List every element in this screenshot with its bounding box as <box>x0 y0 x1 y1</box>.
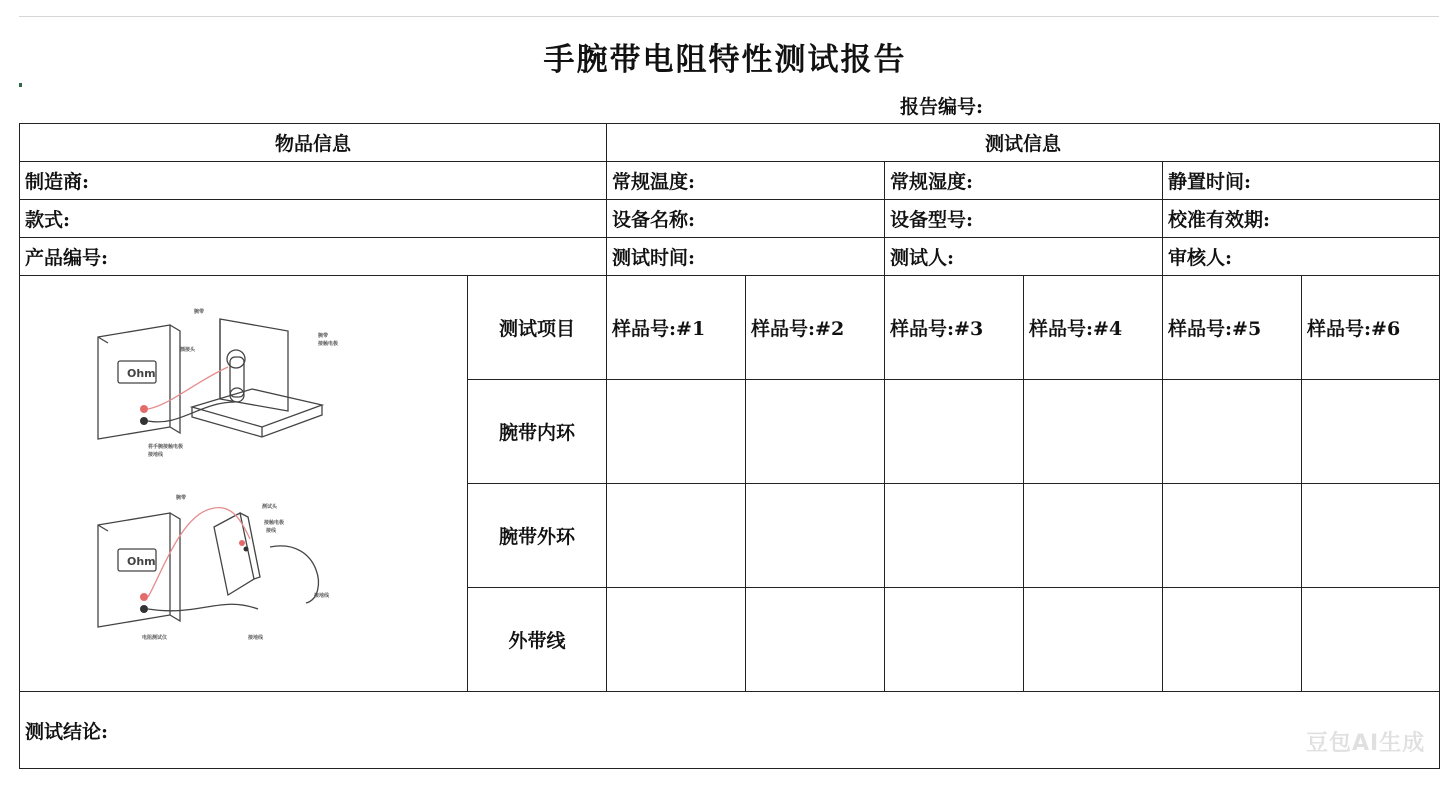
cell-outer-4[interactable] <box>1024 484 1163 588</box>
cell-cord-6[interactable] <box>1302 588 1440 692</box>
label-2-3: 接线 <box>266 527 277 534</box>
field-model-style[interactable]: 款式: <box>20 200 607 238</box>
cell-outer-6[interactable] <box>1302 484 1440 588</box>
report-number <box>900 92 1043 119</box>
black-terminal-2 <box>140 605 148 613</box>
field-calibration-valid[interactable]: 校准有效期: <box>1163 200 1440 238</box>
cell-inner-4[interactable] <box>1024 380 1163 484</box>
field-product-no[interactable]: 产品编号: <box>20 238 607 276</box>
red-terminal-1 <box>140 405 148 413</box>
label-1-1: 插接头 <box>180 346 196 353</box>
section-item-info: 物品信息 <box>20 124 607 162</box>
label-2-5: 电阻测试仪 <box>142 634 168 641</box>
top-divider <box>19 16 1439 17</box>
corner-mark <box>19 83 22 87</box>
header-sample-3: 样品号:#3 <box>885 276 1024 380</box>
field-reviewer[interactable]: 审核人: <box>1163 238 1440 276</box>
watermark: 豆包AI生成 <box>1306 731 1426 756</box>
field-device-model[interactable]: 设备型号: <box>885 200 1163 238</box>
field-manufacturer[interactable]: 制造商: <box>20 162 607 200</box>
label-1-2: 腕带 <box>318 332 329 339</box>
cell-inner-2[interactable] <box>746 380 885 484</box>
page-title: 手腕带电阻特性测试报告 <box>543 42 907 78</box>
header-sample-4: 样品号:#4 <box>1024 276 1163 380</box>
cell-outer-3[interactable] <box>885 484 1024 588</box>
cell-outer-5[interactable] <box>1163 484 1302 588</box>
cell-inner-1[interactable] <box>607 380 746 484</box>
cell-outer-2[interactable] <box>746 484 885 588</box>
cell-inner-5[interactable] <box>1163 380 1302 484</box>
field-device-name[interactable]: 设备名称: <box>607 200 885 238</box>
test-conclusion[interactable]: 测试结论: <box>20 692 1440 769</box>
cell-inner-6[interactable] <box>1302 380 1440 484</box>
label-1-4: 将手腕接触电极 <box>148 443 184 450</box>
field-normal-temp[interactable]: 常规温度: <box>607 162 885 200</box>
header-sample-6: 样品号:#6 <box>1302 276 1440 380</box>
label-1-3: 接触电极 <box>318 340 339 347</box>
label-1-0: 腕带 <box>194 308 205 315</box>
meter-display-1: Ohm <box>127 366 156 380</box>
meter-display-2: Ohm <box>127 554 156 568</box>
contact-point-black <box>244 546 249 551</box>
label-2-6: 接地线 <box>248 634 264 641</box>
test-setup-illustration <box>20 276 468 692</box>
section-test-info: 测试信息 <box>607 124 1440 162</box>
label-1-5: 接地线 <box>148 451 164 458</box>
label-2-2: 接触电极 <box>264 519 285 526</box>
cell-cord-4[interactable] <box>1024 588 1163 692</box>
report-number-label: 报告编号: <box>900 96 984 118</box>
row-label-cord: 外带线 <box>468 588 607 692</box>
cell-cord-2[interactable] <box>746 588 885 692</box>
red-terminal-2 <box>140 593 148 601</box>
cell-cord-5[interactable] <box>1163 588 1302 692</box>
black-terminal-1 <box>140 417 148 425</box>
header-test-item: 测试项目 <box>468 276 607 380</box>
cell-outer-1[interactable] <box>607 484 746 588</box>
row-label-outer: 腕带外环 <box>468 484 607 588</box>
field-normal-humidity[interactable]: 常规湿度: <box>885 162 1163 200</box>
header-sample-1: 样品号:#1 <box>607 276 746 380</box>
field-test-time[interactable]: 测试时间: <box>607 238 885 276</box>
cell-cord-1[interactable] <box>607 588 746 692</box>
header-sample-2: 样品号:#2 <box>746 276 885 380</box>
field-rest-time[interactable]: 静置时间: <box>1163 162 1440 200</box>
row-label-inner: 腕带内环 <box>468 380 607 484</box>
header-sample-5: 样品号:#5 <box>1163 276 1302 380</box>
label-2-0: 腕带 <box>176 494 187 501</box>
label-2-4: 接地线 <box>314 592 330 599</box>
label-2-1: 测试头 <box>262 503 278 510</box>
cell-cord-3[interactable] <box>885 588 1024 692</box>
cell-inner-3[interactable] <box>885 380 1024 484</box>
test-setup-diagram <box>20 277 466 691</box>
contact-point-red <box>239 540 245 546</box>
field-tester[interactable]: 测试人: <box>885 238 1163 276</box>
report-table <box>19 123 1440 769</box>
